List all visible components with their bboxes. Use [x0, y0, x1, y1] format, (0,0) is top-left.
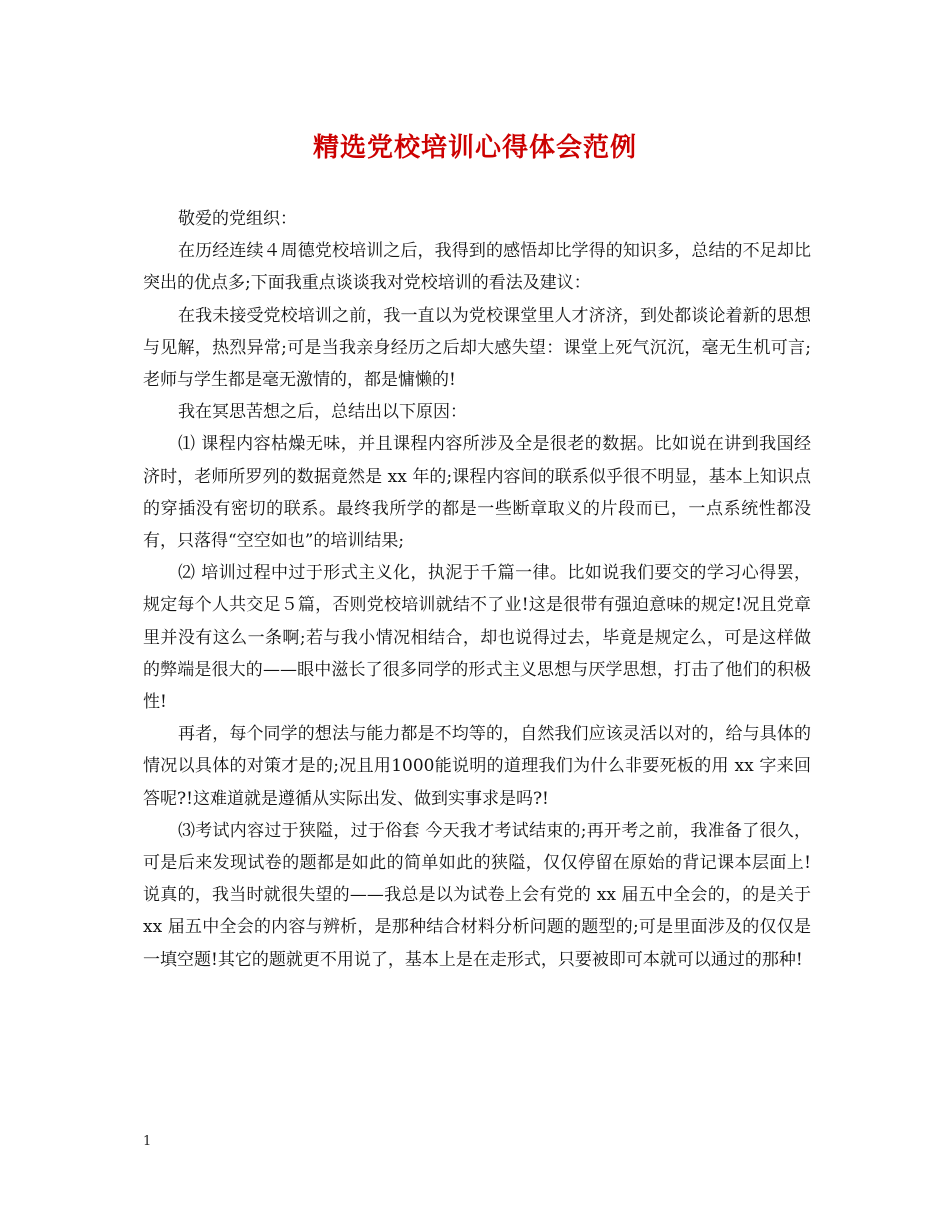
paragraph: ⑶考试内容过于狭隘，过于俗套 今天我才考试结束的;再开考之前，我准备了很久，可是后来发现试卷的题都是如此的简单如此的狭隘，仅仅停留在原始的背记课本层面上!说真的，我当时就很失望的——我总是以为试卷上会有党的 xx 届五中全会的，的是关于 xx 届五中全会的内容与辨析，是那种结合材料分析问题的题型的;可是里面涉及的仅仅是一填空题!其它的题就更不用说了，基本上是在走形式，只要被即可本就可以通过的那种!	[143, 820, 811, 970]
paragraph-salutation: 敬爱的党组织：	[178, 209, 297, 229]
paragraph: 我在冥思苦想之后，总结出以下原因：	[178, 402, 467, 423]
document-title: 精选党校培训心得体会范例	[312, 133, 637, 163]
paragraph: 再者，每个同学的想法与能力都是不均等的，自然我们应该灵活以对的，给与具体的情况以具体的对策才是的;况且用1000能说明的道理我们为什么非要死板的用 xx 字来回答呢?!这难道就是遵循从实际出发、做到实事求是吗?!	[143, 724, 811, 809]
document-body	[143, 203, 811, 976]
paragraph: ⑴ 课程内容枯燥无味，并且课程内容所涉及全是很老的数据。比如说在讲到我国经济时，老师所罗列的数据竟然是 xx 年的;课程内容间的联系似乎很不明显，基本上知识点的穿插没有密切的联系。最终我所学的都是一些断章取义的片段而已，一点系统性都没有，只落得“空空如也”的培训结果;	[143, 434, 811, 552]
paragraph: ⑵ 培训过程中过于形式主义化，执泥于千篇一律。比如说我们要交的学习心得罢，规定每个人共交足５篇，否则党校培训就结不了业!这是很带有强迫意味的规定!况且党章里并没有这么一条啊;若与我小情况相结合，却也说得过去，毕竟是规定么，可是这样做的弊端是很大的——眼中滋长了很多同学的形式主义思想与厌学思想，打击了他们的积极性!	[143, 563, 811, 713]
paragraph: 在我未接受党校培训之前，我一直以为党校课堂里人才济济，到处都谈论着新的思想与见解，热烈异常;可是当我亲身经历之后却大感失望：课堂上死气沉沉，毫无生机可言;老师与学生都是毫无激情的，都是慵懒的!	[143, 305, 811, 391]
page-number: 1	[143, 1134, 152, 1149]
paragraph: 在历经连续４周德党校培训之后，我得到的感悟却比学得的知识多，总结的不足却比突出的优点多;下面我重点谈谈我对党校培训的看法及建议：	[143, 241, 811, 294]
